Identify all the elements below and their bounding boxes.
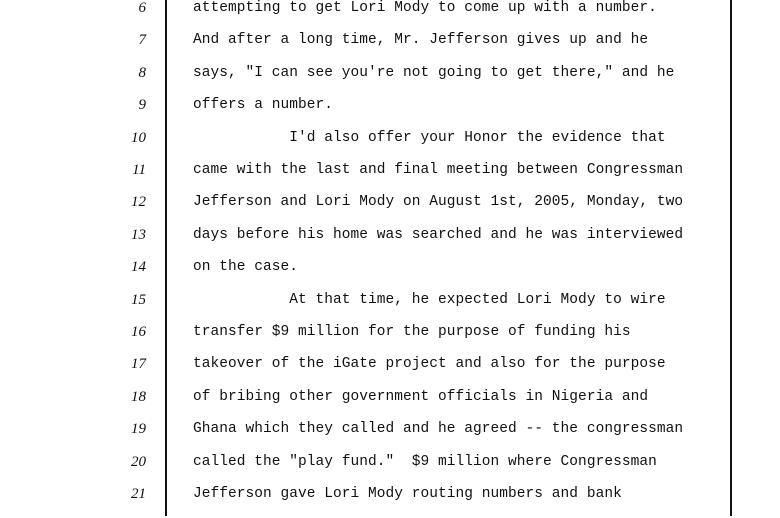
line-number: 18	[131, 388, 146, 405]
transcript-line	[0, 421, 780, 453]
transcript-line	[0, 292, 780, 324]
line-text: Jefferson and Lori Mody on August 1st, 2005, Monday, two	[193, 194, 684, 211]
line-text: And after a long time, Mr. Jefferson gives up and he	[193, 32, 649, 49]
transcript-line	[0, 324, 780, 356]
transcript-line	[0, 65, 780, 97]
line-text: called the "play fund." $9 million where Congressman	[193, 453, 657, 470]
line-text: on the case.	[193, 259, 299, 276]
transcript-line	[0, 162, 780, 194]
line-number: 8	[138, 64, 146, 81]
line-text: Ghana which they called and he agreed -- the congressman	[193, 421, 684, 438]
line-number: 13	[131, 226, 146, 243]
line-text: At that time, he expected Lori Mody to wire	[193, 291, 666, 308]
line-text: of bribing other government officials in Nigeria and	[193, 388, 649, 405]
line-number: 14	[131, 259, 146, 276]
transcript-line	[0, 194, 780, 226]
transcript-line	[0, 486, 780, 518]
transcript-line	[0, 97, 780, 129]
transcript-line	[0, 227, 780, 259]
transcript-line	[0, 0, 780, 32]
line-number: 20	[131, 453, 146, 470]
line-text: offers a number.	[193, 97, 334, 114]
line-text: transfer $9 million for the purpose of funding his	[193, 324, 631, 340]
line-text: attempting to get Lori Mody to come up with a number.	[193, 0, 657, 16]
line-text: I'd also offer your Honor the evidence that	[193, 129, 666, 146]
line-number: 9	[138, 97, 146, 114]
line-number: 17	[131, 356, 146, 373]
line-text: came with the last and final meeting between Congressman	[193, 162, 684, 178]
line-number: 11	[132, 162, 146, 178]
line-number: 21	[131, 486, 146, 502]
transcript-line	[0, 356, 780, 388]
line-number: 10	[131, 129, 146, 146]
transcript-line	[0, 130, 780, 162]
transcript-line	[0, 389, 780, 421]
line-number: 12	[131, 194, 146, 211]
line-number: 6	[138, 0, 146, 16]
line-number: 16	[131, 324, 146, 340]
transcript-line	[0, 32, 780, 64]
line-text: days before his home was searched and he was interviewed	[193, 226, 684, 243]
transcript-line	[0, 454, 780, 486]
line-text: takeover of the iGate project and also for the purpose	[193, 356, 666, 373]
line-text: Jefferson gave Lori Mody routing numbers and bank	[193, 486, 622, 502]
transcript-line	[0, 259, 780, 291]
line-number: 19	[131, 421, 146, 438]
line-text: says, "I can see you're not going to get there," and he	[193, 64, 675, 81]
line-number: 15	[131, 291, 146, 308]
line-number: 7	[138, 32, 146, 49]
